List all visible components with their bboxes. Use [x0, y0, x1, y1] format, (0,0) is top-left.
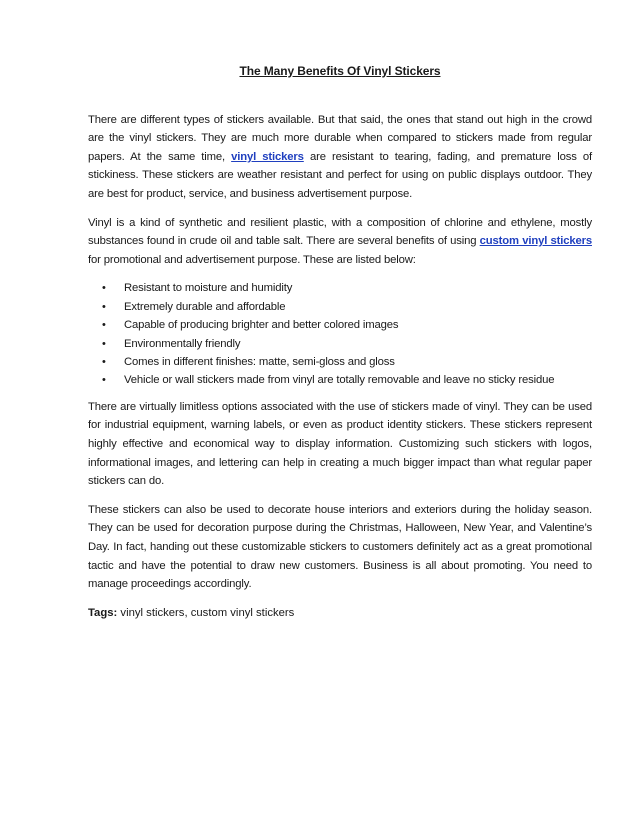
list-item	[88, 335, 592, 353]
paragraph-vinyl-text-1: Vinyl is a kind of synthetic and resilient plastic, with a composition of chlorine and ethylene, mostly substances found in crude oil and table salt. There are several benefits of using	[88, 216, 592, 248]
document-page	[88, 62, 592, 622]
tags-line	[88, 604, 592, 623]
list-item-text: Environmentally friendly	[124, 337, 241, 350]
list-item-text: Resistant to moisture and humidity	[124, 282, 293, 295]
paragraph-vinyl	[88, 214, 592, 270]
paragraph-intro-text-1: There are different types of stickers available. But that said, the ones that stand out high in the crowd are the vinyl stickers. They are much more durable when compared to stickers made from regular papers. At the same time,	[88, 113, 592, 163]
bullet-icon: •	[102, 355, 106, 368]
link-vinyl-stickers[interactable]: vinyl stickers	[231, 150, 304, 163]
list-item-text: Comes in different finishes: matte, semi-gloss and gloss	[124, 355, 395, 368]
benefits-list	[88, 279, 592, 389]
link-custom-vinyl-stickers[interactable]: custom vinyl stickers	[479, 235, 592, 248]
bullet-icon: •	[102, 300, 106, 313]
tags-value: vinyl stickers, custom vinyl stickers	[117, 606, 295, 619]
list-item	[88, 298, 592, 316]
bullet-icon: •	[102, 337, 106, 350]
paragraph-decoration: These stickers can also be used to decorate house interiors and exteriors during the holiday season. They can be used for decoration purpose during the Christmas, Halloween, New Year, and Valentine’s Day. In fact, handing out these customizable stickers to customers definitely act as a great promotional tactic and have the potential to draw new customers. Business is all about promoting. You need to manage proceedings accordingly.	[88, 503, 592, 591]
paragraph-intro-text-2: are resistant to tearing, fading, and premature loss of stickiness. These stickers are weather resistant and perfect for using on public displays outdoor. They are best for product, service, and business advertisement purpose.	[88, 150, 592, 200]
paragraph-options: There are virtually limitless options associated with the use of stickers made of vinyl. They can be used for industrial equipment, warning labels, or even as product identity stickers. These stickers represent highly effective and economical way to display information. Customizing such stickers with logos, informational images, and lettering can help in creating a much bigger impact than what regular paper stickers can do.	[88, 400, 592, 488]
bullet-icon: •	[102, 282, 106, 295]
bullet-icon: •	[102, 319, 106, 332]
list-item	[88, 279, 592, 297]
list-item	[88, 371, 592, 389]
document-title: The Many Benefits Of Vinyl Stickers	[239, 64, 441, 78]
paragraph-intro	[88, 111, 592, 204]
bullet-icon: •	[102, 374, 106, 387]
list-item	[88, 353, 592, 371]
list-item-text: Capable of producing brighter and better colored images	[124, 319, 399, 332]
list-item-text: Extremely durable and affordable	[124, 300, 286, 313]
paragraph-vinyl-text-2: for promotional and advertisement purpose. These are listed below:	[88, 253, 416, 266]
list-item-text: Vehicle or wall stickers made from vinyl are totally removable and leave no sticky residue	[124, 374, 555, 387]
tags-label: Tags:	[88, 606, 118, 619]
list-item	[88, 316, 592, 334]
